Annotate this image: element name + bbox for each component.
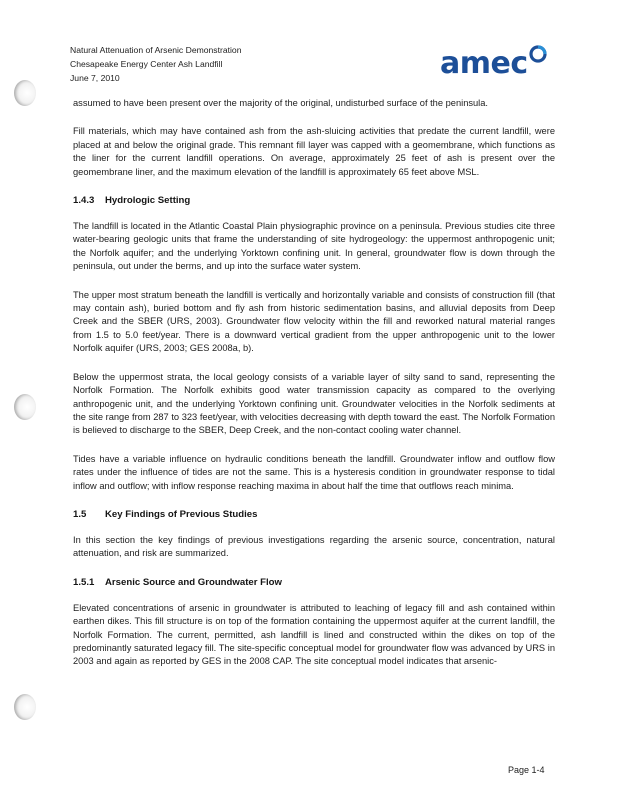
header-site: Chesapeake Energy Center Ash Landfill	[70, 59, 223, 69]
paragraph: Fill materials, which may have contained ash from the ash-sluicing activities that predate the current landfill, were placed at and below the original grade. This remnant fill layer was capped with a geomembrane, which functions as the liner for the current landfill operations. On average, approximately 25 feet of ash is present over the geomembrane liner, and the maximum elevation of the landfill is approximately 65 feet above MSL.	[73, 126, 555, 177]
punch-hole	[14, 694, 36, 720]
paragraph: The landfill is located in the Atlantic Coastal Plain physiographic province on a peninsula. Previous studies cite three water-bearing geologic units that frame the understanding of site hydrogeology: the uppermost anthropogenic unit; the Norfolk aquifer; and the underlying Yorktown confining unit. In general, groundwater flow is down through the peninsula, out under the berms, and up into the surface water system.	[73, 221, 555, 272]
paragraph: assumed to have been present over the majority of the original, undisturbed surface of the peninsula.	[73, 98, 488, 108]
section-number: 1.5	[73, 508, 87, 520]
paragraph: Below the uppermost strata, the local geology consists of a variable layer of silty sand to sand, representing the Norfolk Formation. The Norfolk exhibits good water transmission capacity as compared to the overlying anthropogenic unit, and the underlying Yorktown confining unit. Groundwater velocities in the Norfolk sediments at the site range from 287 to 323 feet/year, with velocities decreasing with depth toward the east. The Norfolk Formation is believed to discharge to the SBER, Deep Creek, and the non-contact cooling water channel.	[73, 371, 555, 436]
section-heading-1-4-3	[73, 194, 555, 207]
page-number: Page 1-4	[508, 765, 545, 775]
section-title: Hydrologic Setting	[105, 195, 191, 207]
section-heading-1-5-1	[73, 576, 555, 589]
paragraph: Tides have a variable influence on hydraulic conditions beneath the landfill. Groundwater inflow and outflow flow rates under the influence of tides are not the same. This is a hysteresis condition in groundwater response to tidal inflow and outflow; with inflow response reaching maxima in about half the time that outflows reach minima.	[73, 453, 555, 491]
paragraph: Elevated concentrations of arsenic in groundwater is attributed to leaching of legacy fill and ash contained within earthen dikes. This fill structure is on top of the formation containing the uppermost aquifer at the current landfill, the Norfolk Formation. The current, permitted, ash landfill is lined and constructed within the dikes on top of the predominantly saturated legacy fill. The site-specific conceptual model for groundwater flow was advanced by URS in 2003 and again as reported by GES in the 2008 CAP. The site conceptual model indicates that arsenic-	[73, 602, 555, 667]
document-body	[73, 97, 555, 684]
logo-swirl-icon	[527, 43, 549, 65]
section-number: 1.4.3	[73, 195, 95, 207]
punch-hole	[14, 394, 36, 420]
section-title: Key Findings of Previous Studies	[105, 508, 258, 520]
punch-hole	[14, 80, 36, 106]
header-title: Natural Attenuation of Arsenic Demonstration	[70, 45, 242, 55]
header-date: June 7, 2010	[70, 73, 120, 83]
paragraph: The upper most stratum beneath the landfill is vertically and horizontally variable and consists of construction fill (that may contain ash), buried bottom and fly ash from historic sedimentation basins, and alluvial deposits from Deep Creek and the SBER (URS, 2003). Groundwater flow velocity within the fill and reworked natural material ranges from 1.5 to 5.0 feet/year. There is a downward vertical gradient from the upper anthropogenic unit to the lower Norfolk aquifer (URS, 2003; GES 2008a, b).	[73, 289, 555, 354]
section-number: 1.5.1	[73, 576, 95, 588]
company-logo	[440, 43, 550, 83]
document-header	[70, 43, 242, 85]
paragraph: In this section the key findings of previous investigations regarding the arsenic source, concentration, natural attenuation, and risk are summarized.	[73, 534, 555, 559]
section-heading-1-5	[73, 508, 555, 521]
logo-text: amec	[440, 46, 528, 81]
section-title: Arsenic Source and Groundwater Flow	[105, 576, 282, 588]
